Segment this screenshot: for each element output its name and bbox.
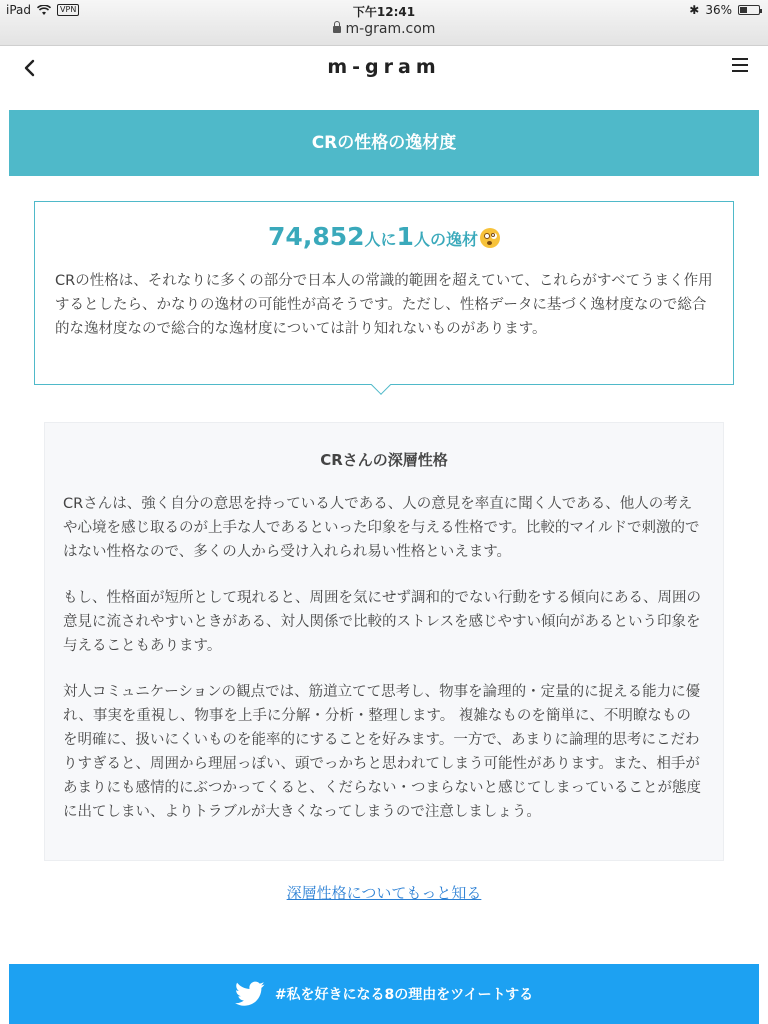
rarity-one: 1 xyxy=(396,222,414,251)
menu-button[interactable] xyxy=(732,58,748,74)
rarity-unit1: 人に xyxy=(364,230,397,249)
address-bar[interactable] xyxy=(0,21,768,37)
tweet-button[interactable] xyxy=(9,964,759,1024)
site-logo[interactable]: m-gram xyxy=(327,56,441,78)
rarity-headline xyxy=(55,220,713,257)
rarity-box xyxy=(34,201,734,385)
rarity-unit2: 人の逸材 xyxy=(413,230,478,249)
deep-personality-card xyxy=(44,422,724,861)
deep-paragraph: もし、性格面が短所として現れると、周囲を気にせず調和的でない行動をする傾向にある、周囲の意見に流されやすいときがある、対人関係で比較的ストレスを感じやすい傾向があるという印象を与えることもあります。 xyxy=(63,590,701,654)
hamburger-line xyxy=(732,58,748,60)
bluetooth-icon: ✱ xyxy=(689,3,700,17)
battery-percent: 36% xyxy=(705,3,732,17)
device-label: iPad xyxy=(6,3,32,17)
tweet-label: #私を好きになる8の理由をツイートする xyxy=(274,987,534,1003)
rarity-description: CRの性格は、それなりに多くの部分で日本人の常識的範囲を超えていて、これらがすべてうまく作用するとしたら、かなりの逸材の可能性が高そうです。ただし、性格データに基づく逸材度なので総合的な逸材度なので総合的な逸材度については計り知れないものがあります。 xyxy=(55,273,713,337)
browser-top-bar xyxy=(0,0,768,46)
battery-icon xyxy=(738,5,760,15)
hamburger-line xyxy=(732,70,748,72)
twitter-bird-icon xyxy=(235,981,265,1007)
learn-more-link[interactable]: 深層性格についてもっと知る xyxy=(286,884,482,902)
deep-personality-title: CRさんの深層性格 xyxy=(320,451,448,469)
rarity-count: 74,852 xyxy=(268,222,365,251)
status-time: 下午12:41 xyxy=(352,5,416,19)
status-right xyxy=(689,3,760,17)
site-header xyxy=(0,46,768,108)
vpn-badge: VPN xyxy=(57,4,79,16)
page-title-banner: CRの性格の逸材度 xyxy=(9,110,759,176)
flushed-face-icon xyxy=(480,228,500,248)
deep-paragraph: CRさんは、強く自分の意思を持っている人である、人の意見を率直に聞く人である、他人の考えや心境を感じ取るのが上手な人であるといった印象を与える性格です。比較的マイルドで刺激的ではない性格なので、多くの人から受け入れられ易い性格といえます。 xyxy=(63,496,700,560)
deep-paragraph: 対人コミュニケーションの観点では、筋道立てて思考し、物事を論理的・定量的に捉える能力に優れ、事実を重視し、物事を上手に分解・分析・整理します。 複雑なものを簡単に、不明瞭なものを明確に、扱いにくいものを能率的にすることを好みます。一方で、あまりに論理的思考にこだわりすぎると、周囲から理屈っぽい、頭でっかちと思われてしまう可能性があります。また、相手があまりにも感情的にぶつかってくると、くだらない・つまらないと感じてしまっていることが態度に出てしまい、よりトラブルが大きくなってしまうので注意しましょう。 xyxy=(63,684,701,820)
battery-level xyxy=(740,7,747,13)
hamburger-line xyxy=(732,64,748,66)
url-text: m-gram.com xyxy=(345,21,436,37)
lock-icon xyxy=(333,26,341,33)
